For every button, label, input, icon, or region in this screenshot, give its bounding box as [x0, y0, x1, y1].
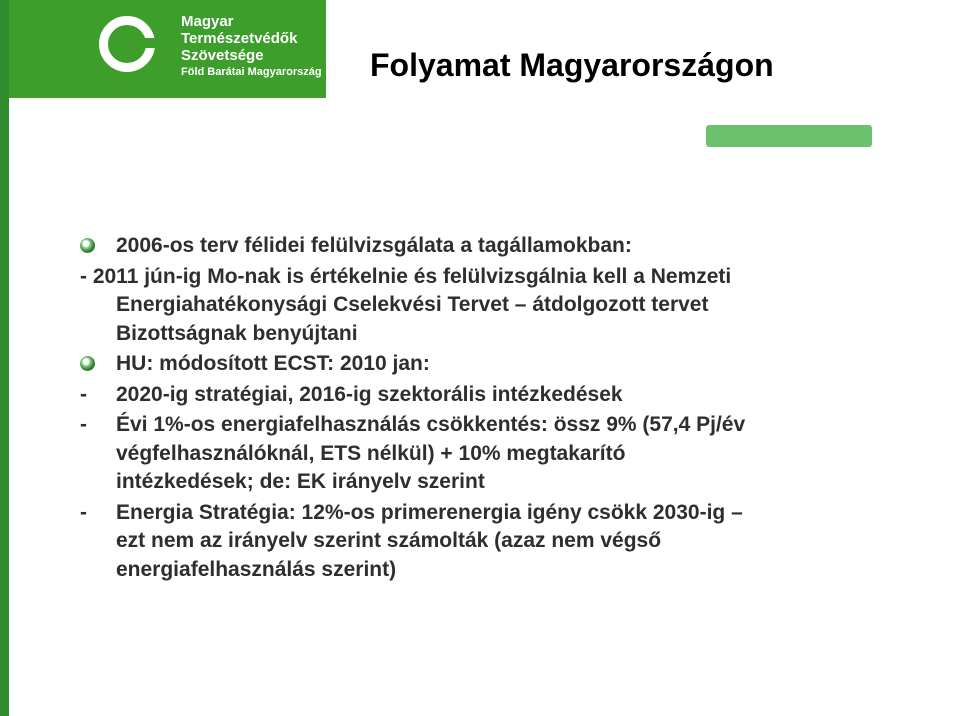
list-item-line: Évi 1%-os energiafelhasználás csökkentés: össz 9% (57,4 Pj/év — [116, 413, 746, 436]
logo-line-1: Magyar — [181, 13, 234, 30]
list-item-line: Energiahatékonysági Cselekvési Tervet – átdolgozott tervet — [116, 293, 709, 316]
slide-body — [80, 232, 940, 584]
list-item — [80, 263, 940, 349]
logo-line-2: Természetvédők — [181, 30, 298, 47]
list-item-line: Bizottságnak benyújtani — [116, 321, 358, 345]
list-item-line: Energia Stratégia: 12%-os primerenergia igény csökk 2030-ig – — [116, 500, 743, 524]
list-item — [80, 411, 940, 497]
dash-marker: - — [80, 382, 87, 406]
list-item-line: 2020-ig stratégiai, 2016-ig szektorális intézkedések — [116, 382, 623, 406]
list-item-line: energiafelhasználás szerint) — [116, 557, 397, 581]
list-item-line: - 2011 jún-ig Mo-nak is értékelnie és felülvizsgálnia kell a Nemzeti — [80, 264, 732, 288]
list-item — [80, 381, 940, 410]
list-item-line: ezt nem az irányelv szerint számolták (azaz nem végső — [116, 529, 662, 552]
logo-line-4: Föld Barátai Magyarország — [181, 66, 322, 78]
left-border-bar — [0, 0, 9, 716]
list-item — [80, 350, 940, 379]
organization-logo — [9, 0, 326, 98]
bullet-icon — [80, 238, 95, 253]
slide-title: Folyamat Magyarországon — [370, 47, 774, 83]
logo-line-3: Szövetsége — [181, 47, 264, 64]
logo-text — [181, 13, 322, 80]
list-item-line: HU: módosított ECST: 2010 jan: — [116, 352, 430, 375]
accent-bar — [706, 125, 872, 147]
list-item — [80, 499, 940, 585]
list-item — [80, 232, 940, 261]
list-item-line: végfelhasználóknál, ETS nélkül) + 10% megtakarító — [116, 441, 626, 465]
dash-marker: - — [80, 500, 87, 524]
list-item-line: intézkedések; de: EK irányelv szerint — [116, 470, 485, 493]
bullet-icon — [80, 356, 95, 371]
list-item-line: 2006-os terv félidei felülvizsgálata a tagállamokban: — [116, 234, 632, 257]
dash-marker: - — [80, 413, 87, 436]
